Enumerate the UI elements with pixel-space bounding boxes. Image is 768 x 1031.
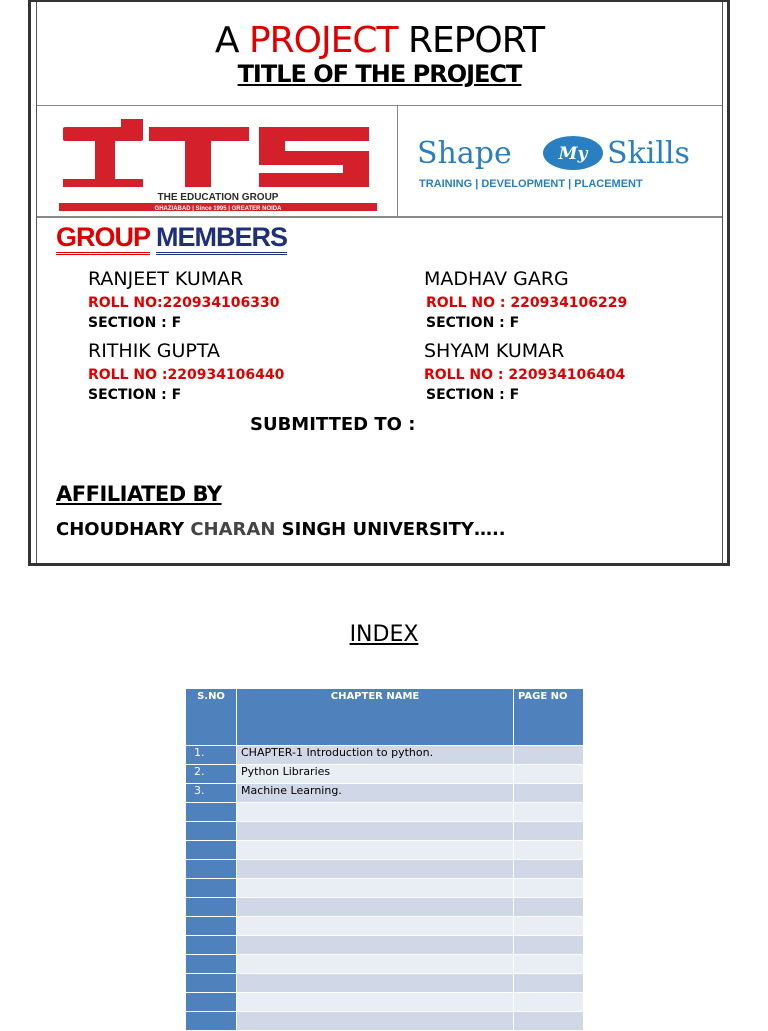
row-chapter-cell: Machine Learning. <box>237 784 514 803</box>
row-page-cell <box>514 860 584 879</box>
row-chapter-cell <box>237 860 514 879</box>
affiliated-by-heading: AFFILIATED BY <box>56 482 222 506</box>
row-chapter-cell <box>237 955 514 974</box>
member-section: SECTION : F <box>88 387 182 403</box>
row-chapter-cell <box>237 1012 514 1031</box>
row-sno-cell <box>186 822 237 841</box>
table-row <box>186 917 584 936</box>
member-roll: ROLL NO :220934106440 <box>88 367 285 383</box>
its-logo <box>59 119 377 211</box>
title-suffix: REPORT <box>407 20 545 61</box>
table-row <box>186 765 584 784</box>
row-chapter-cell <box>237 917 514 936</box>
row-page-cell <box>514 936 584 955</box>
member-name: MADHAV GARG <box>424 268 569 290</box>
table-row <box>186 784 584 803</box>
row-sno-cell <box>186 841 237 860</box>
shape-my-skills-logo <box>417 127 717 197</box>
table-row <box>186 1012 584 1031</box>
row-page-cell <box>514 879 584 898</box>
member-section: SECTION : F <box>426 315 520 331</box>
sms-my: My <box>558 144 588 164</box>
member-name: RANJEET KUMAR <box>88 268 244 290</box>
row-sno-cell <box>186 803 237 822</box>
row-page-cell <box>514 784 584 803</box>
row-chapter-cell <box>237 841 514 860</box>
index-table <box>185 688 584 1031</box>
its-tagline: THE EDUCATION GROUP <box>157 192 279 203</box>
row-chapter-cell: Python Libraries <box>237 765 514 784</box>
member-name: RITHIK GUPTA <box>88 340 221 362</box>
row-page-cell <box>514 765 584 784</box>
member-card <box>88 340 284 405</box>
title-section <box>37 2 722 106</box>
table-row <box>186 860 584 879</box>
row-page-cell <box>514 955 584 974</box>
row-sno-cell <box>186 936 237 955</box>
row-sno-cell: 2. <box>186 765 237 784</box>
its-letters: ITS <box>59 119 61 120</box>
member-card <box>88 268 280 333</box>
logo-divider <box>397 105 398 216</box>
row-chapter-cell <box>237 898 514 917</box>
group-heading-word1: GROUP <box>56 222 150 255</box>
table-row <box>186 841 584 860</box>
table-row <box>186 993 584 1012</box>
table-header-row <box>186 689 584 746</box>
row-chapter-cell: CHAPTER-1 Introduction to python. <box>237 746 514 765</box>
row-page-cell <box>514 746 584 765</box>
index-title: INDEX <box>349 622 419 647</box>
row-page-cell <box>514 993 584 1012</box>
member-section: SECTION : F <box>426 387 520 403</box>
row-chapter-cell <box>237 974 514 993</box>
sms-skills: Skills <box>607 136 690 171</box>
group-heading-word2: MEMBERS <box>156 222 287 255</box>
col-header-sno: S.NO <box>186 689 237 746</box>
its-locations: GHAZIABAD | Since 1995 | GREATER NOIDA <box>154 206 282 211</box>
row-page-cell <box>514 803 584 822</box>
member-roll: ROLL NO : 220934106229 <box>426 295 628 311</box>
row-sno-cell <box>186 860 237 879</box>
row-sno-cell <box>186 1012 237 1031</box>
member-card <box>424 268 627 333</box>
submitted-to-label: SUBMITTED TO : <box>250 414 416 435</box>
table-row <box>186 822 584 841</box>
title-highlight: PROJECT <box>248 20 398 61</box>
logo-section <box>37 105 722 218</box>
row-page-cell <box>514 917 584 936</box>
member-section: SECTION : F <box>88 315 182 331</box>
row-page-cell <box>514 974 584 993</box>
row-page-cell <box>514 822 584 841</box>
member-roll: ROLL NO:220934106330 <box>88 295 280 311</box>
row-sno-cell <box>186 879 237 898</box>
university-part3: SINGH UNIVERSITY….. <box>281 519 506 540</box>
row-chapter-cell <box>237 822 514 841</box>
table-row <box>186 955 584 974</box>
row-sno-cell <box>186 974 237 993</box>
table-row <box>186 936 584 955</box>
group-members-heading <box>56 222 287 253</box>
row-sno-cell: 1. <box>186 746 237 765</box>
row-page-cell <box>514 1012 584 1031</box>
university-part2: CHARAN <box>190 519 276 540</box>
table-row <box>186 746 584 765</box>
row-sno-cell <box>186 917 237 936</box>
university-part1: CHOUDHARY <box>56 519 185 540</box>
report-title <box>37 20 722 61</box>
row-chapter-cell <box>237 803 514 822</box>
sms-tagline: TRAINING | DEVELOPMENT | PLACEMENT <box>419 178 643 190</box>
index-table-body <box>186 746 584 1031</box>
university-name <box>56 519 506 540</box>
member-roll: ROLL NO : 220934106404 <box>424 367 626 383</box>
row-sno-cell <box>186 898 237 917</box>
table-row <box>186 974 584 993</box>
row-chapter-cell <box>237 936 514 955</box>
row-page-cell <box>514 841 584 860</box>
project-subtitle: TITLE OF THE PROJECT <box>237 60 522 88</box>
member-card <box>424 340 625 405</box>
row-chapter-cell <box>237 879 514 898</box>
table-row <box>186 803 584 822</box>
member-name: SHYAM KUMAR <box>424 340 565 362</box>
table-row <box>186 898 584 917</box>
row-page-cell <box>514 898 584 917</box>
row-sno-cell: 3. <box>186 784 237 803</box>
row-sno-cell <box>186 993 237 1012</box>
row-chapter-cell <box>237 993 514 1012</box>
table-row <box>186 879 584 898</box>
sms-shape: Shape <box>417 136 512 171</box>
row-sno-cell <box>186 955 237 974</box>
col-header-page: PAGE NO <box>514 689 584 746</box>
col-header-chapter: CHAPTER NAME <box>237 689 514 746</box>
title-prefix: A <box>214 20 239 61</box>
